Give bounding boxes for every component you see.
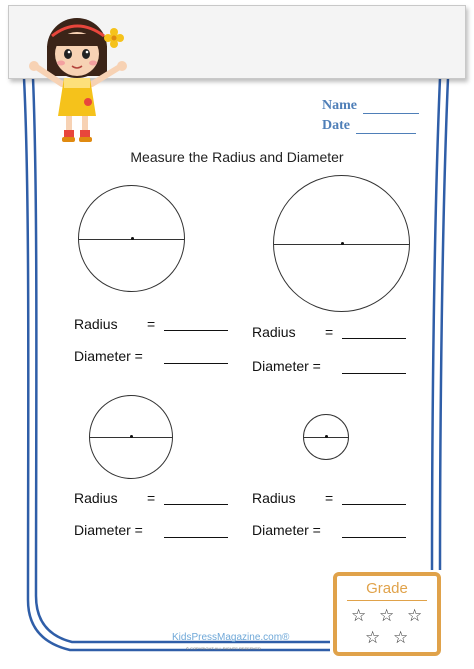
radius-answer-line[interactable] xyxy=(342,338,406,339)
grade-box xyxy=(333,572,441,656)
radius-answer-line[interactable] xyxy=(342,504,406,505)
radius-label: Radius xyxy=(74,490,118,506)
radius-answer-line[interactable] xyxy=(164,330,228,331)
girl-mascot-icon xyxy=(22,6,134,146)
worksheet-title: Measure the Radius and Diameter xyxy=(130,149,344,165)
diameter-label: Diameter = xyxy=(252,522,321,538)
diameter-answer-line[interactable] xyxy=(342,373,406,374)
grade-divider xyxy=(347,600,427,601)
grade-label: Grade xyxy=(366,580,408,597)
center-point xyxy=(130,435,133,438)
diameter-answer-line[interactable] xyxy=(164,537,228,538)
date-blank[interactable] xyxy=(356,121,416,134)
radius-label: Radius xyxy=(252,324,296,340)
radius-answer-line[interactable] xyxy=(164,504,228,505)
name-label: Name xyxy=(322,98,357,113)
footer-brand: KidsPressMagazine.com® xyxy=(172,632,290,643)
star-icon[interactable]: ☆ xyxy=(407,606,423,625)
name-blank[interactable] xyxy=(363,101,419,114)
date-field[interactable] xyxy=(322,118,416,134)
flower-icon xyxy=(104,28,124,48)
date-label: Date xyxy=(322,118,350,133)
radius-label: Radius xyxy=(74,316,118,332)
star-icon[interactable]: ☆ xyxy=(393,628,409,647)
diameter-label: Diameter = xyxy=(252,358,321,374)
circle-1 xyxy=(78,185,185,292)
radius-label: Radius xyxy=(252,490,296,506)
star-icon[interactable]: ☆ xyxy=(365,628,381,647)
star-icon[interactable]: ☆ xyxy=(351,606,367,625)
equals-sign: = xyxy=(147,490,156,506)
diameter-answer-line[interactable] xyxy=(164,363,228,364)
center-point xyxy=(341,242,344,245)
center-point xyxy=(131,237,134,240)
equals-sign: = xyxy=(325,324,334,340)
circle-4 xyxy=(303,414,349,460)
star-icon[interactable]: ☆ xyxy=(379,606,395,625)
diameter-label: Diameter = xyxy=(74,522,143,538)
equals-sign: = xyxy=(325,490,334,506)
center-point xyxy=(325,435,328,438)
equals-sign: = xyxy=(147,316,156,332)
circle-3 xyxy=(89,395,173,479)
footer-copyright: © COPYRIGHT ALL RIGHTS RESERVED xyxy=(186,646,261,651)
name-field[interactable] xyxy=(322,98,419,114)
diameter-answer-line[interactable] xyxy=(342,537,406,538)
diameter-label: Diameter = xyxy=(74,348,143,364)
circle-2 xyxy=(273,175,410,312)
